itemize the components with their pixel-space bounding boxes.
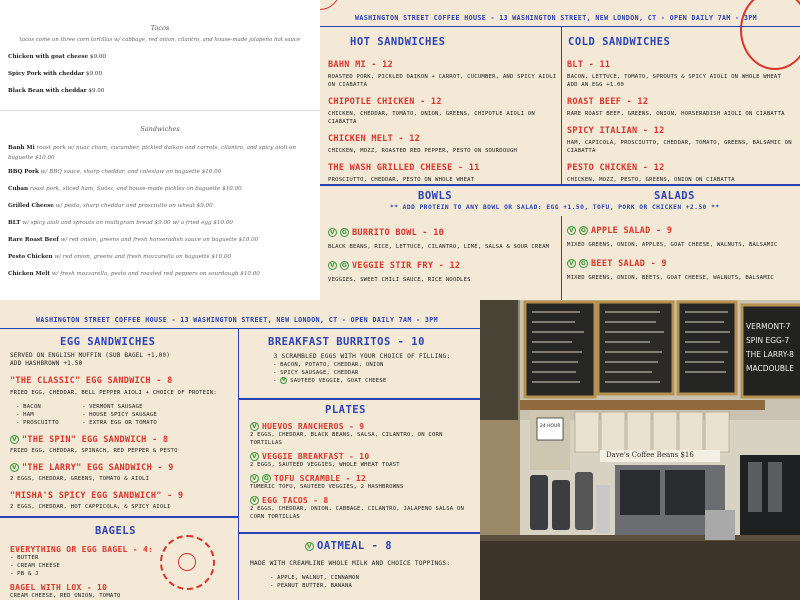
menu-item-title: V G BEET SALAD - 9 <box>567 259 795 269</box>
menu-item-desc: 2 EGGS, SAUTEED VEGGIES, WHOLE WHEAT TOAST <box>250 462 400 468</box>
cold-sandwich-list <box>567 60 795 192</box>
burrito-intro: 3 SCRAMBLED EGGS WITH YOUR CHOICE OF FILLING: <box>273 353 451 360</box>
egg-sandwiches-heading: EGG SANDWICHES <box>60 336 156 348</box>
menu-item-desc: VEGGIES, SWEET CHILI SAUCE, RICE NOODLES <box>328 277 471 283</box>
sandwich-item: Banh Mi roast pork w/ nuac cham, cucumber, pickled daikon and carrots, cilantro, and spicy aioli on baguette $10.00 <box>8 145 296 161</box>
hot-sandwich-list <box>328 60 558 192</box>
coffee-beans-price-sign: Dave's Coffee Beans $16 <box>606 451 694 459</box>
option: - V SAUTEED VEGGIE, GOAT CHEESE <box>273 377 387 384</box>
option: - PEANUT BUTTER, BANANA <box>270 583 353 589</box>
menu-item-desc: ROASTED PORK, PICKLED DAIKON + CARROT, CUCUMBER, AND SPICY AIOLI ON CIABATTA <box>328 74 557 88</box>
menu-item-title: V "THE SPIN" EGG SANDWICH - 8 <box>10 435 235 445</box>
vegan-icon: V <box>281 377 286 383</box>
printed-menu-page <box>0 0 320 300</box>
menu-item-title: SPICY ITALIAN - 12 <box>567 126 665 136</box>
option: - APPLE, WALNUT, CINNAMON <box>270 575 360 581</box>
sandwich-item: BLT w/ spicy aioli and sprouts on multigrain bread $9.00 w/ a fried egg $10.00 <box>8 220 233 226</box>
divider <box>320 26 800 27</box>
vegan-icon: V <box>10 463 19 472</box>
egg-intro: ADD HASHBROWN +1.50 <box>10 360 83 367</box>
divider <box>0 110 320 111</box>
menu-item-title: "MISHA'S SPICY EGG SANDWICH" - 9 <box>10 491 184 501</box>
menu-item-desc: BACON, LETTUCE, TOMATO, SPROUTS & SPICY AIOLI ON WHOLE WHEAT ADD AN EGG +1.00 <box>567 74 782 88</box>
menu-item-desc: TUMERIC TOFU, SAUTEED VEGGIES, 2 HASHBROWNS <box>250 484 404 490</box>
chalkboard-text <box>746 320 794 376</box>
menu-item-desc: 2 EGGS, CHEDDAR, BLACK BEANS, SALSA, CILANTRO, ON CORN TORTILLAS <box>250 432 443 446</box>
divider <box>0 516 238 518</box>
egg-intro: SERVED ON ENGLISH MUFFIN (SUB BAGEL +1.00) <box>10 352 171 359</box>
vegan-icon: V <box>250 452 259 461</box>
chalkboard-line: VERMONT-7 <box>746 322 791 331</box>
menu-item-title: V VEGGIE BREAKFAST - 10 <box>250 452 475 461</box>
menu-item-desc: FRIED EGG, CHEDDAR, BELL PEPPER AIOLI + CHOICE OF PROTEIN: <box>10 390 217 396</box>
option: - PROSCUITTO <box>16 420 59 426</box>
option: - BACON, POTATO, CHEDDAR, ONION <box>273 362 384 368</box>
vegan-icon: V <box>306 542 313 550</box>
sandwich-item: Cuban roast pork, sliced ham, Swiss, and house-made pickles on baguette $10.00 <box>8 186 242 192</box>
menu-item-desc: CHICKEN, MOZZ, ROASTED RED PEPPER, PESTO ON SOURDOUGH <box>328 148 518 154</box>
chalkboard-line: SPIN EGG-7 <box>746 336 790 345</box>
menu-item-title: V G BURRITO BOWL - 10 <box>328 228 556 238</box>
burrito-section <box>248 353 476 385</box>
divider <box>238 532 480 534</box>
vegan-icon: V <box>250 496 259 505</box>
menu-item-desc: CHICKEN, CHEDDAR, TOMATO, ONION, GREENS, CHIPOTLE AIOLI ON CIABATTA <box>328 111 535 125</box>
taco-item: Black Bean with cheddar $9.00 <box>8 88 105 94</box>
protein-options <box>10 403 235 427</box>
sandwich-item: Rare Roast Beef w/ red onion, greens and fresh horseradish sauce on baguette $10.00 <box>8 237 259 243</box>
vegan-icon: V <box>328 228 337 237</box>
plates-list <box>250 422 475 521</box>
menu-item-title: V G APPLE SALAD - 9 <box>567 226 795 236</box>
option: - CREAM CHEESE <box>10 563 60 569</box>
menu-item-desc: 2 EGGS, CHEDDAR, HOT CAPPICOLA, & SPICY AIOLI <box>10 504 171 510</box>
divider <box>238 328 239 600</box>
menu-item-title: V EGG TACOS - 8 <box>250 496 475 505</box>
sandwich-item: BBQ Pork w/ BBQ sauce, sharp cheddar, and coleslaw on baguette $10.00 <box>8 169 222 175</box>
menu-item-desc: FRIED EGG, CHEDDAR, SPINACH, RED PEPPER & PESTO <box>10 448 178 454</box>
salads-heading: SALADS <box>654 190 695 202</box>
option: - HOUSE SPICY SAUSAGE <box>82 412 157 418</box>
menu-item-title: CHICKEN MELT - 12 <box>328 134 421 144</box>
option: - HAM <box>16 412 34 418</box>
menu-item-desc: 2 EGGS, CHEDDAR, ONION, CABBAGE, CILANTRO, JALAPENO SALSA ON CORN TORTILLAS <box>250 506 465 520</box>
hours-sign: 24 HOUR <box>540 424 561 429</box>
menu-item-title: ROAST BEEF - 12 <box>567 97 649 107</box>
sandwiches-heading: Sandwiches <box>140 125 180 133</box>
option: - SPICY SAUSAGE, CHEDDAR <box>273 370 359 376</box>
vegan-icon: V <box>10 435 19 444</box>
sandwich-item: Chicken Melt w/ fresh mozzarella, pesto and roasted red peppers on sourdough $10.00 <box>8 271 260 277</box>
cold-sandwiches-heading: COLD SANDWICHES <box>568 36 671 48</box>
option: - PB & J <box>10 571 39 577</box>
coffee-counter-photo <box>480 300 800 600</box>
mascot-illustration <box>320 0 340 10</box>
chalkboard-line: THE LARRY-8 <box>746 350 794 359</box>
gluten-free-icon: G <box>580 227 587 234</box>
sandwich-item: Pesto Chicken w/ red onion, greens and fresh mozzarella on baguette $10.00 <box>8 254 232 260</box>
vegan-icon: V <box>567 226 576 235</box>
menu-item-title: PESTO CHICKEN - 12 <box>567 163 665 173</box>
sandwich-item: Grilled Cheese w/ pesto, sharp cheddar and prosciutto on wheat $9.00 <box>8 203 213 209</box>
divider <box>238 398 480 400</box>
menu-item-title: THE WASH GRILLED CHEESE - 11 <box>328 163 480 173</box>
breakfast-burritos-heading: BREAKFAST BURRITOS - 10 <box>268 336 425 348</box>
header-banner: WASHINGTON STREET COFFEE HOUSE - 13 WASHINGTON STREET, NEW LONDON, CT - OPEN DAILY 7AM - 3PM <box>355 14 758 22</box>
divider <box>320 184 800 186</box>
menu-item-desc: CREAM CHEESE, RED ONION, TOMATO <box>10 593 121 599</box>
menu-item-desc: RARE ROAST BEEF, GREENS, ONION, HORSERADISH AIOLI ON CIABATTA <box>567 111 785 117</box>
bagels-section <box>10 545 160 600</box>
plates-heading: PLATES <box>325 404 366 416</box>
menu-item-title: "THE CLASSIC" EGG SANDWICH - 8 <box>10 376 173 386</box>
chalkboard-line: MACDOUBLE <box>746 364 794 373</box>
divider <box>561 26 562 184</box>
lunch-menu <box>320 0 800 300</box>
taco-item: Chicken with goat cheese $9.00 <box>8 54 106 60</box>
vegan-icon: V <box>328 261 337 270</box>
oatmeal-section <box>250 560 475 590</box>
menu-item-title: V G VEGGIE STIR FRY - 12 <box>328 261 556 271</box>
menu-item-desc: 2 EGGS, CHEDDAR, GREENS, TOMATO & AIOLI <box>10 476 150 482</box>
hot-sandwiches-heading: HOT SANDWICHES <box>350 36 446 48</box>
tacos-note: tacos come on three corn tortillas w/ cabbage, red onion, cilantro, and house-made jalapeño hot sauce <box>19 37 301 43</box>
menu-item-title: BAHN MI - 12 <box>328 60 394 70</box>
egg-sandwich-section <box>10 352 235 511</box>
oatmeal-intro: MADE WITH CREAMLINE WHOLE MILK AND CHOICE TOPPINGS: <box>250 560 451 567</box>
menu-item-desc: BLACK BEANS, RICE, LETTUCE, CILANTRO, LIME, SALSA & SOUR CREAM <box>328 244 550 250</box>
menu-item-desc: CHICKEN, MOZZ, PESTO, GREENS, ONION ON CIABATTA <box>567 177 735 183</box>
menu-item-desc: HAM, CAPICOLA, PROSCIUTTO, CHEDDAR, TOMATO, GREENS, BALSAMIC ON CIABATTA <box>567 140 792 154</box>
bagel-mascot-icon <box>178 553 196 571</box>
menu-item-title: V G TOFU SCRAMBLE - 12 <box>250 474 475 483</box>
option: - BUTTER <box>10 555 39 561</box>
vegan-icon: V <box>250 474 259 483</box>
bagels-heading: BAGELS <box>95 525 136 537</box>
protein-addon-note: ** ADD PROTEIN TO ANY BOWL OR SALAD: EGG +1.50, TOFU, PORK OR CHICKEN +2.50 ** <box>390 204 720 211</box>
divider <box>561 216 562 300</box>
bowls-list <box>328 228 556 294</box>
vegan-icon: V <box>250 422 259 431</box>
option: - VERMONT SAUSAGE <box>82 404 143 410</box>
breakfast-menu <box>0 300 480 600</box>
header-banner: WASHINGTON STREET COFFEE HOUSE - 13 WASHINGTON STREET, NEW LONDON, CT - OPEN DAILY 7AM - 3PM <box>36 316 439 324</box>
menu-item-desc: MIXED GREENS, ONION, BEETS, GOAT CHEESE, WALNUTS, BALSAMIC <box>567 275 774 281</box>
option: - EXTRA EGG OR TOMATO <box>82 420 157 426</box>
oatmeal-heading: V OATMEAL - 8 <box>306 540 393 552</box>
menu-item-title: V HUEVOS RANCHEROS - 9 <box>250 422 475 431</box>
menu-item-title: CHIPOTLE CHICKEN - 12 <box>328 97 442 107</box>
menu-item-title: V "THE LARRY" EGG SANDWICH - 9 <box>10 463 235 473</box>
menu-item-title: BLT - 11 <box>567 60 611 70</box>
vegan-icon: V <box>567 259 576 268</box>
menu-item-desc: MIXED GREENS, ONION, APPLES, GOAT CHEESE, WALNUTS, BALSAMIC <box>567 242 778 248</box>
bowls-heading: BOWLS <box>418 190 453 202</box>
gluten-free-icon: G <box>341 229 348 236</box>
menu-item-title: EVERYTHING OR EGG BAGEL - 4: <box>10 545 154 554</box>
divider <box>0 328 480 329</box>
salads-list <box>567 226 795 292</box>
option: - BACON <box>16 404 41 410</box>
taco-item: Spicy Pork with cheddar $9.00 <box>8 71 102 77</box>
menu-item-desc: PROSCIUTTO, CHEDDAR, PESTO ON WHOLE WHEAT <box>328 177 475 183</box>
tacos-heading: Tacos <box>150 24 170 32</box>
menu-item-title: BAGEL WITH LOX - 10 <box>10 583 108 592</box>
gluten-free-icon: G <box>263 475 270 482</box>
gluten-free-icon: G <box>580 260 587 267</box>
gluten-free-icon: G <box>341 262 348 269</box>
